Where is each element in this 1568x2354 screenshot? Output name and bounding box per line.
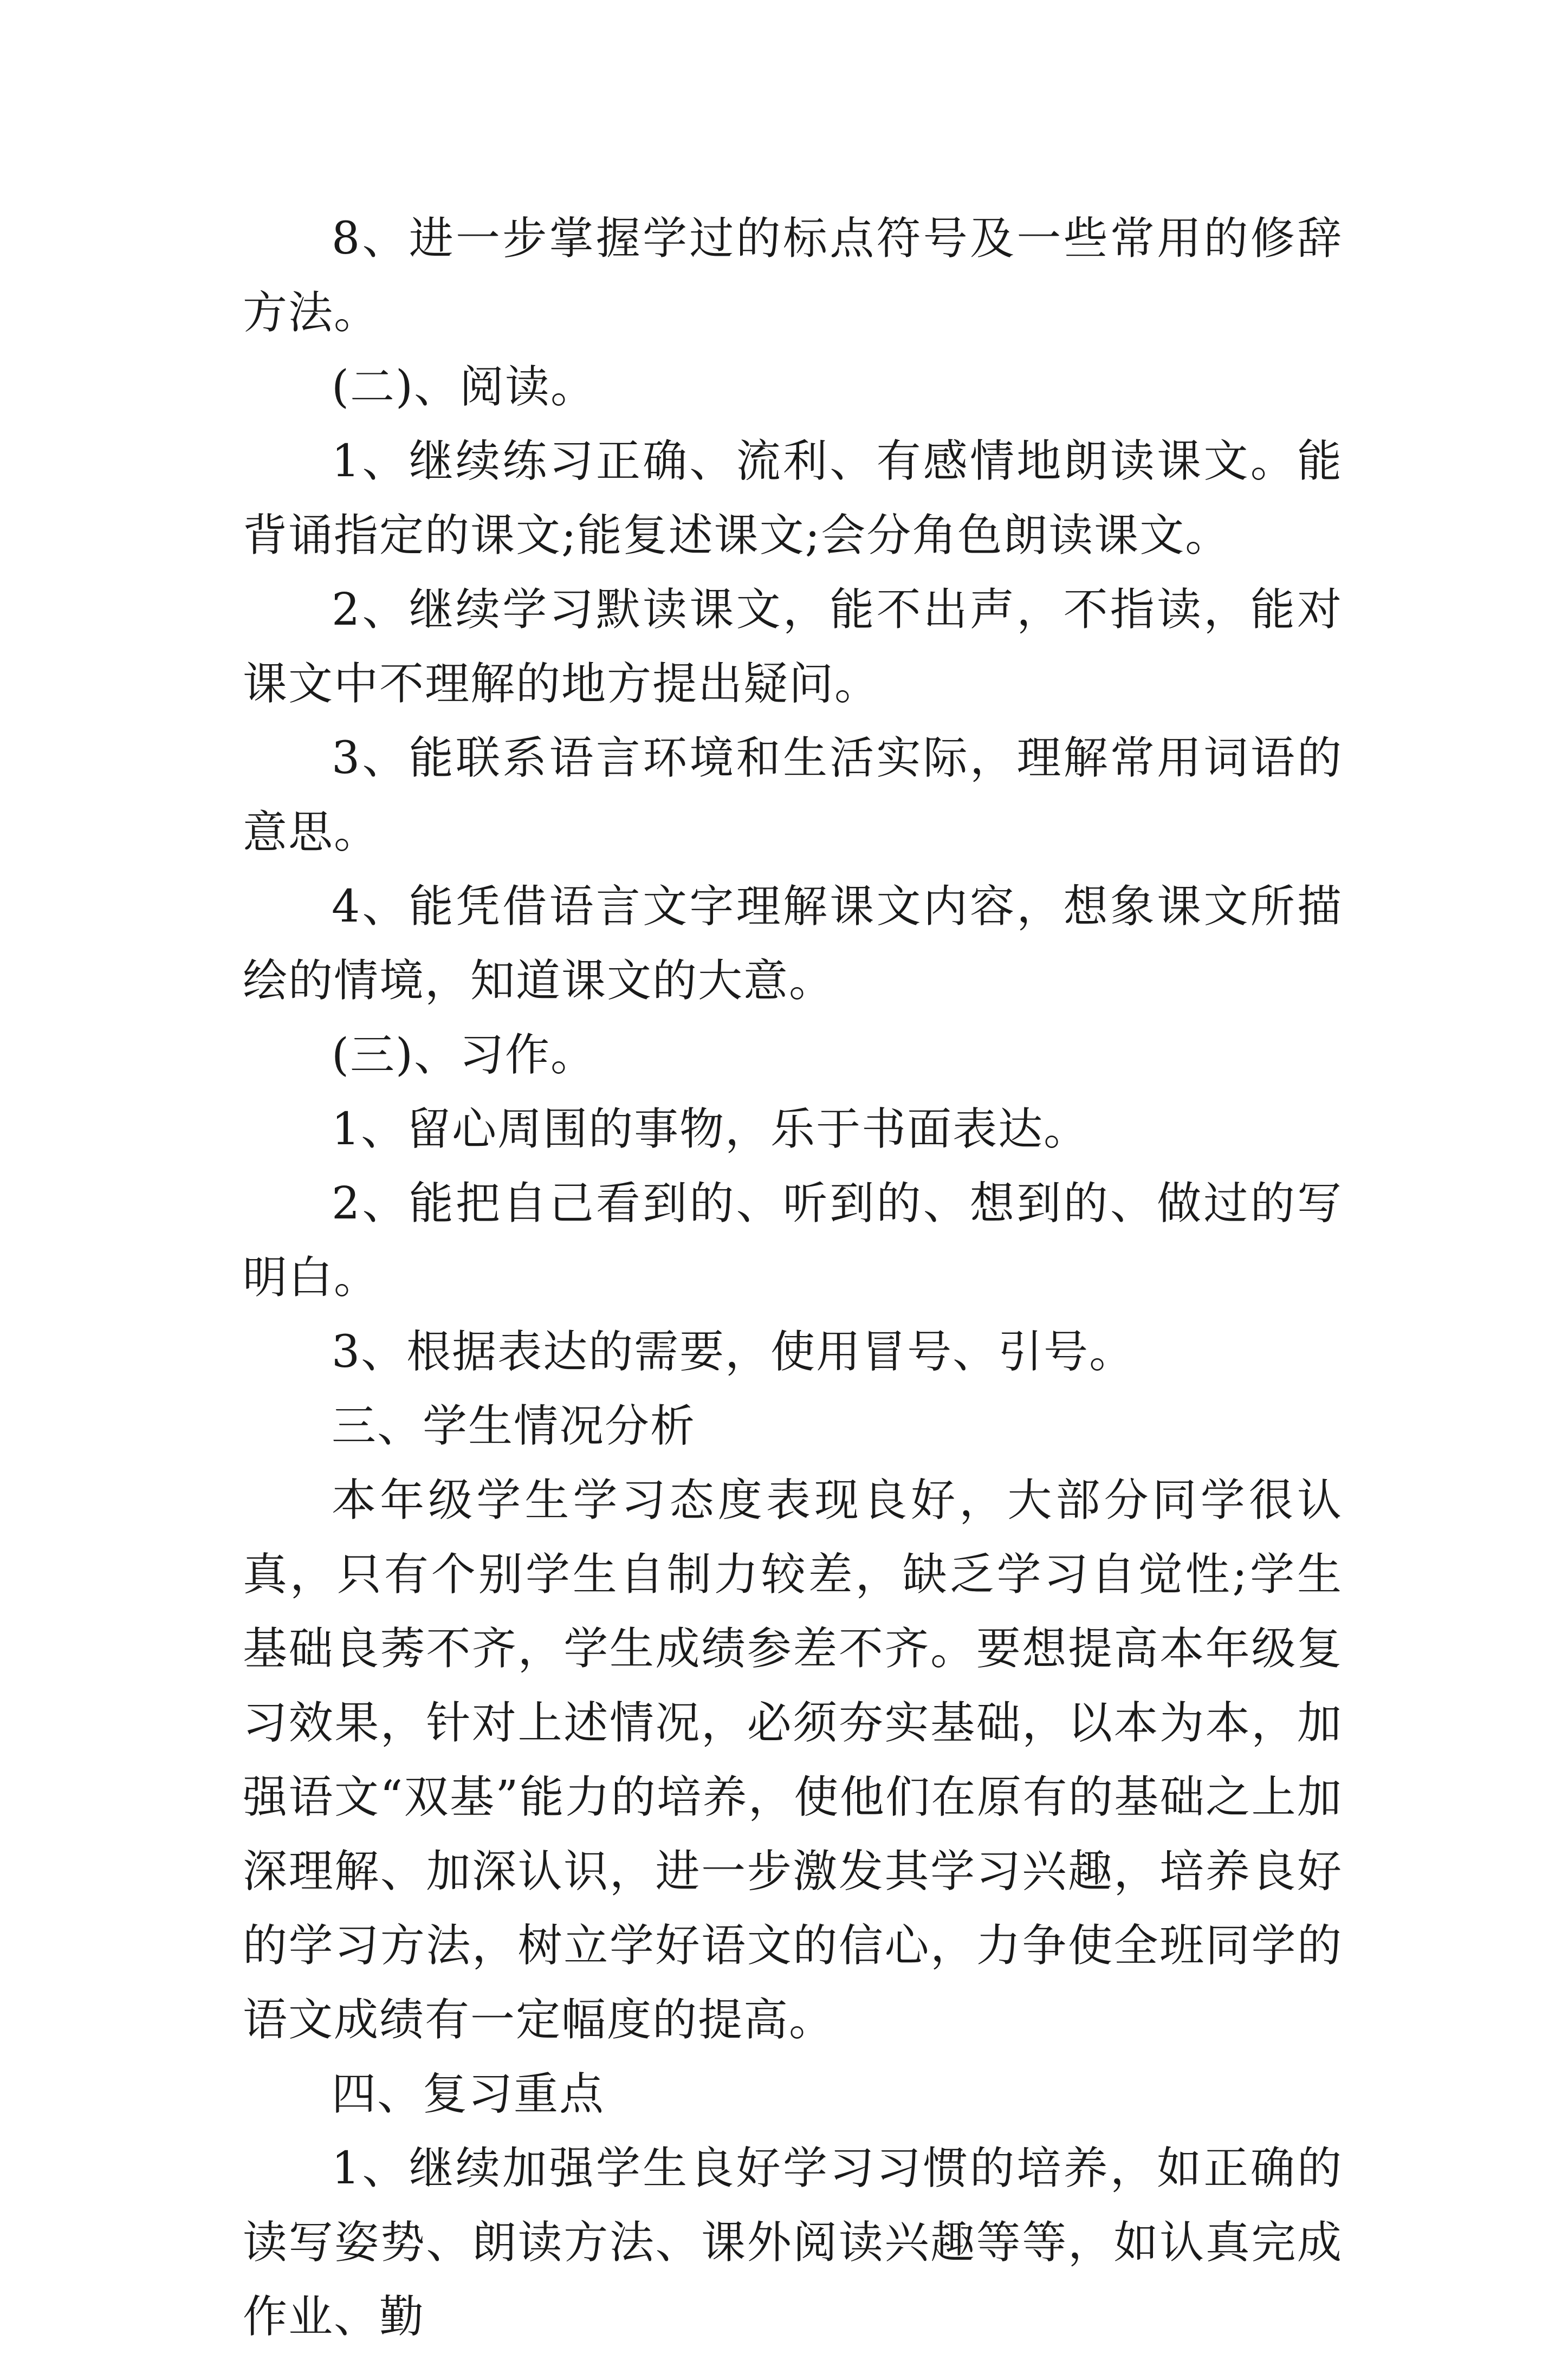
section-heading-reading: (二)、阅读。 (332, 361, 596, 413)
paragraph-reading-2: 2、继续学习默读课文，能不出声，不指读，能对课文中不理解的地方提出疑问。 (243, 584, 1343, 710)
paragraph-reading-3: 3、能联系语言环境和生活实际，理解常用词语的意思。 (243, 732, 1343, 858)
paragraph-reading-1: 1、继续练习正确、流利、有感情地朗读课文。能背诵指定的课文;能复述课文;会分角色朗读课文。 (243, 436, 1343, 561)
section-heading-review-focus: 四、复习重点 (332, 2068, 605, 2120)
section-heading-student-analysis: 三、学生情况分析 (332, 1400, 696, 1452)
paragraph-student-analysis: 本年级学生学习态度表现良好，大部分同学很认真，只有个别学生自制力较差，缺乏学习自觉性;学生基础良莠不齐，学生成绩参差不齐。要想提高本年级复习效果，针对上述情况，必须夯实基础，以本为本，加强语文“双基”能力的培养，使他们在原有的基础之上加深理解、加深认识，进一步激发其学习兴趣，培养良好的学习方法，树立学好语文的信心，力争使全班同学的语文成绩有一定幅度的提高。 (243, 1475, 1343, 2046)
paragraph-review-focus-1: 1、继续加强学生良好学习习惯的培养，如正确的读写姿势、朗读方法、课外阅读兴趣等等，如认真完成作业、勤 (243, 2143, 1343, 2343)
paragraph-reading-4: 4、能凭借语言文字理解课文内容，想象课文所描绘的情境，知道课文的大意。 (243, 881, 1343, 1007)
section-heading-writing: (三)、习作。 (332, 1029, 596, 1081)
paragraph-punctuation-rhetoric: 8、进一步掌握学过的标点符号及一些常用的修辞方法。 (243, 213, 1343, 339)
document-body (243, 202, 1343, 2354)
paragraph-writing-1: 1、留心周围的事物，乐于书面表达。 (332, 1104, 1090, 1155)
paragraph-writing-2: 2、能把自己看到的、听到的、想到的、做过的写明白。 (243, 1178, 1343, 1304)
paragraph-writing-3: 3、根据表达的需要，使用冒号、引号。 (332, 1326, 1135, 1378)
